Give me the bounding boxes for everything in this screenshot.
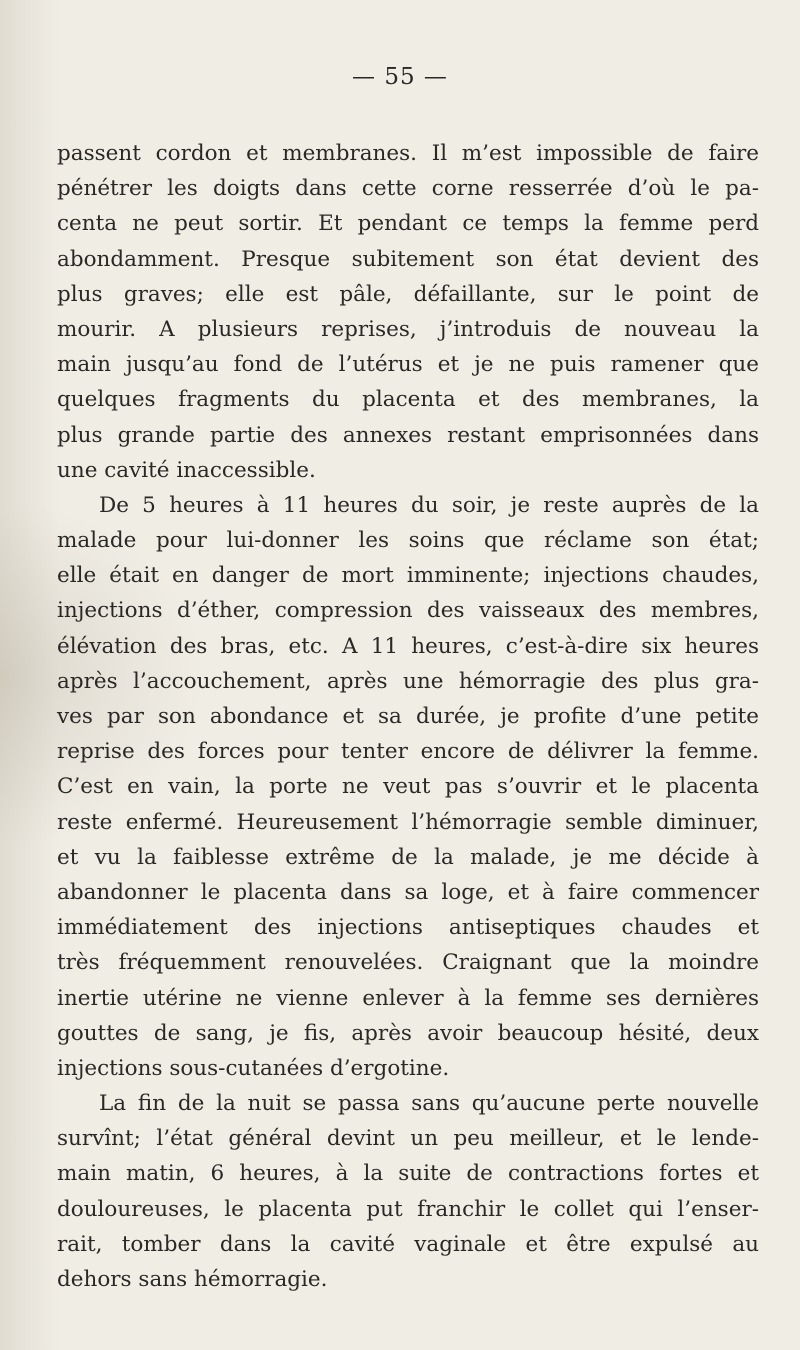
text-line: injections d’éther, compression des vaisseaux des membres, bbox=[57, 598, 759, 624]
text-line: main jusqu’au fond de l’utérus et je ne puis ramener que bbox=[57, 352, 759, 378]
text-line: elle était en danger de mort imminente; injections chaudes, bbox=[57, 563, 759, 589]
text-line: plus graves; elle est pâle, défaillante, sur le point de bbox=[57, 281, 759, 307]
text-line: centa ne peut sortir. Et pendant ce temps la femme perd bbox=[57, 211, 759, 237]
text-line: ves par son abondance et sa durée, je profite d’une petite bbox=[57, 704, 759, 729]
text-line: inertie utérine ne vienne enlever à la femme ses dernières bbox=[57, 985, 759, 1011]
text-line: rait, tomber dans la cavité vaginale et être expulsé au bbox=[57, 1231, 759, 1257]
paragraph-1 bbox=[57, 136, 759, 488]
text-line: immédiatement des injections antiseptiques chaudes et bbox=[57, 915, 759, 941]
text-line: survînt; l’état général devint un peu meilleur, et le lende- bbox=[57, 1126, 759, 1152]
text-line: reste enfermé. Heureusement l’hémorragie semble diminuer, bbox=[57, 809, 759, 835]
text-line: La fin de la nuit se passa sans qu’aucune perte nouvelle bbox=[99, 1091, 759, 1117]
text-line: abondamment. Presque subitement son état devient des bbox=[57, 246, 759, 272]
text-line: une cavité inaccessible. bbox=[57, 457, 316, 483]
text-line: dehors sans hémorragie. bbox=[57, 1267, 328, 1292]
text-line: pénétrer les doigts dans cette corne resserrée d’où le pa- bbox=[57, 176, 759, 202]
text-line: C’est en vain, la porte ne veut pas s’ouvrir et le placenta bbox=[57, 774, 759, 800]
paragraph-2 bbox=[57, 488, 759, 1086]
text-line: main matin, 6 heures, à la suite de contractions fortes et bbox=[57, 1161, 759, 1187]
text-line: après l’accouchement, après une hémorragie des plus gra- bbox=[57, 668, 759, 694]
text-line: mourir. A plusieurs reprises, j’introduis de nouveau la bbox=[57, 316, 759, 342]
text-line: très fréquemment renouvelées. Craignant que la moindre bbox=[57, 950, 759, 976]
text-line: plus grande partie des annexes restant emprisonnées dans bbox=[57, 422, 759, 448]
text-line: quelques fragments du placenta et des membranes, la bbox=[57, 387, 759, 413]
body-text bbox=[57, 136, 759, 1297]
text-line: De 5 heures à 11 heures du soir, je reste auprès de la bbox=[99, 492, 759, 518]
text-line: douloureuses, le placenta put franchir le collet qui l’enser- bbox=[57, 1196, 759, 1222]
text-line: injections sous-cutanées d’ergotine. bbox=[57, 1055, 450, 1081]
paragraph-3 bbox=[57, 1086, 759, 1297]
text-line: gouttes de sang, je fis, après avoir beaucoup hésité, deux bbox=[57, 1020, 759, 1046]
text-line: élévation des bras, etc. A 11 heures, c’est-à-dire six heures bbox=[57, 633, 759, 659]
text-line: reprise des forces pour tenter encore de délivrer la femme. bbox=[57, 739, 759, 765]
text-line: abandonner le placenta dans sa loge, et à faire commencer bbox=[57, 879, 759, 905]
text-line: malade pour lui-donner les soins que réclame son état; bbox=[57, 528, 759, 554]
text-line: passent cordon et membranes. Il m’est impossible de faire bbox=[57, 141, 759, 166]
text-line: et vu la faiblesse extrême de la malade, je me décide à bbox=[57, 844, 759, 870]
page-number: — 55 — bbox=[352, 64, 448, 90]
